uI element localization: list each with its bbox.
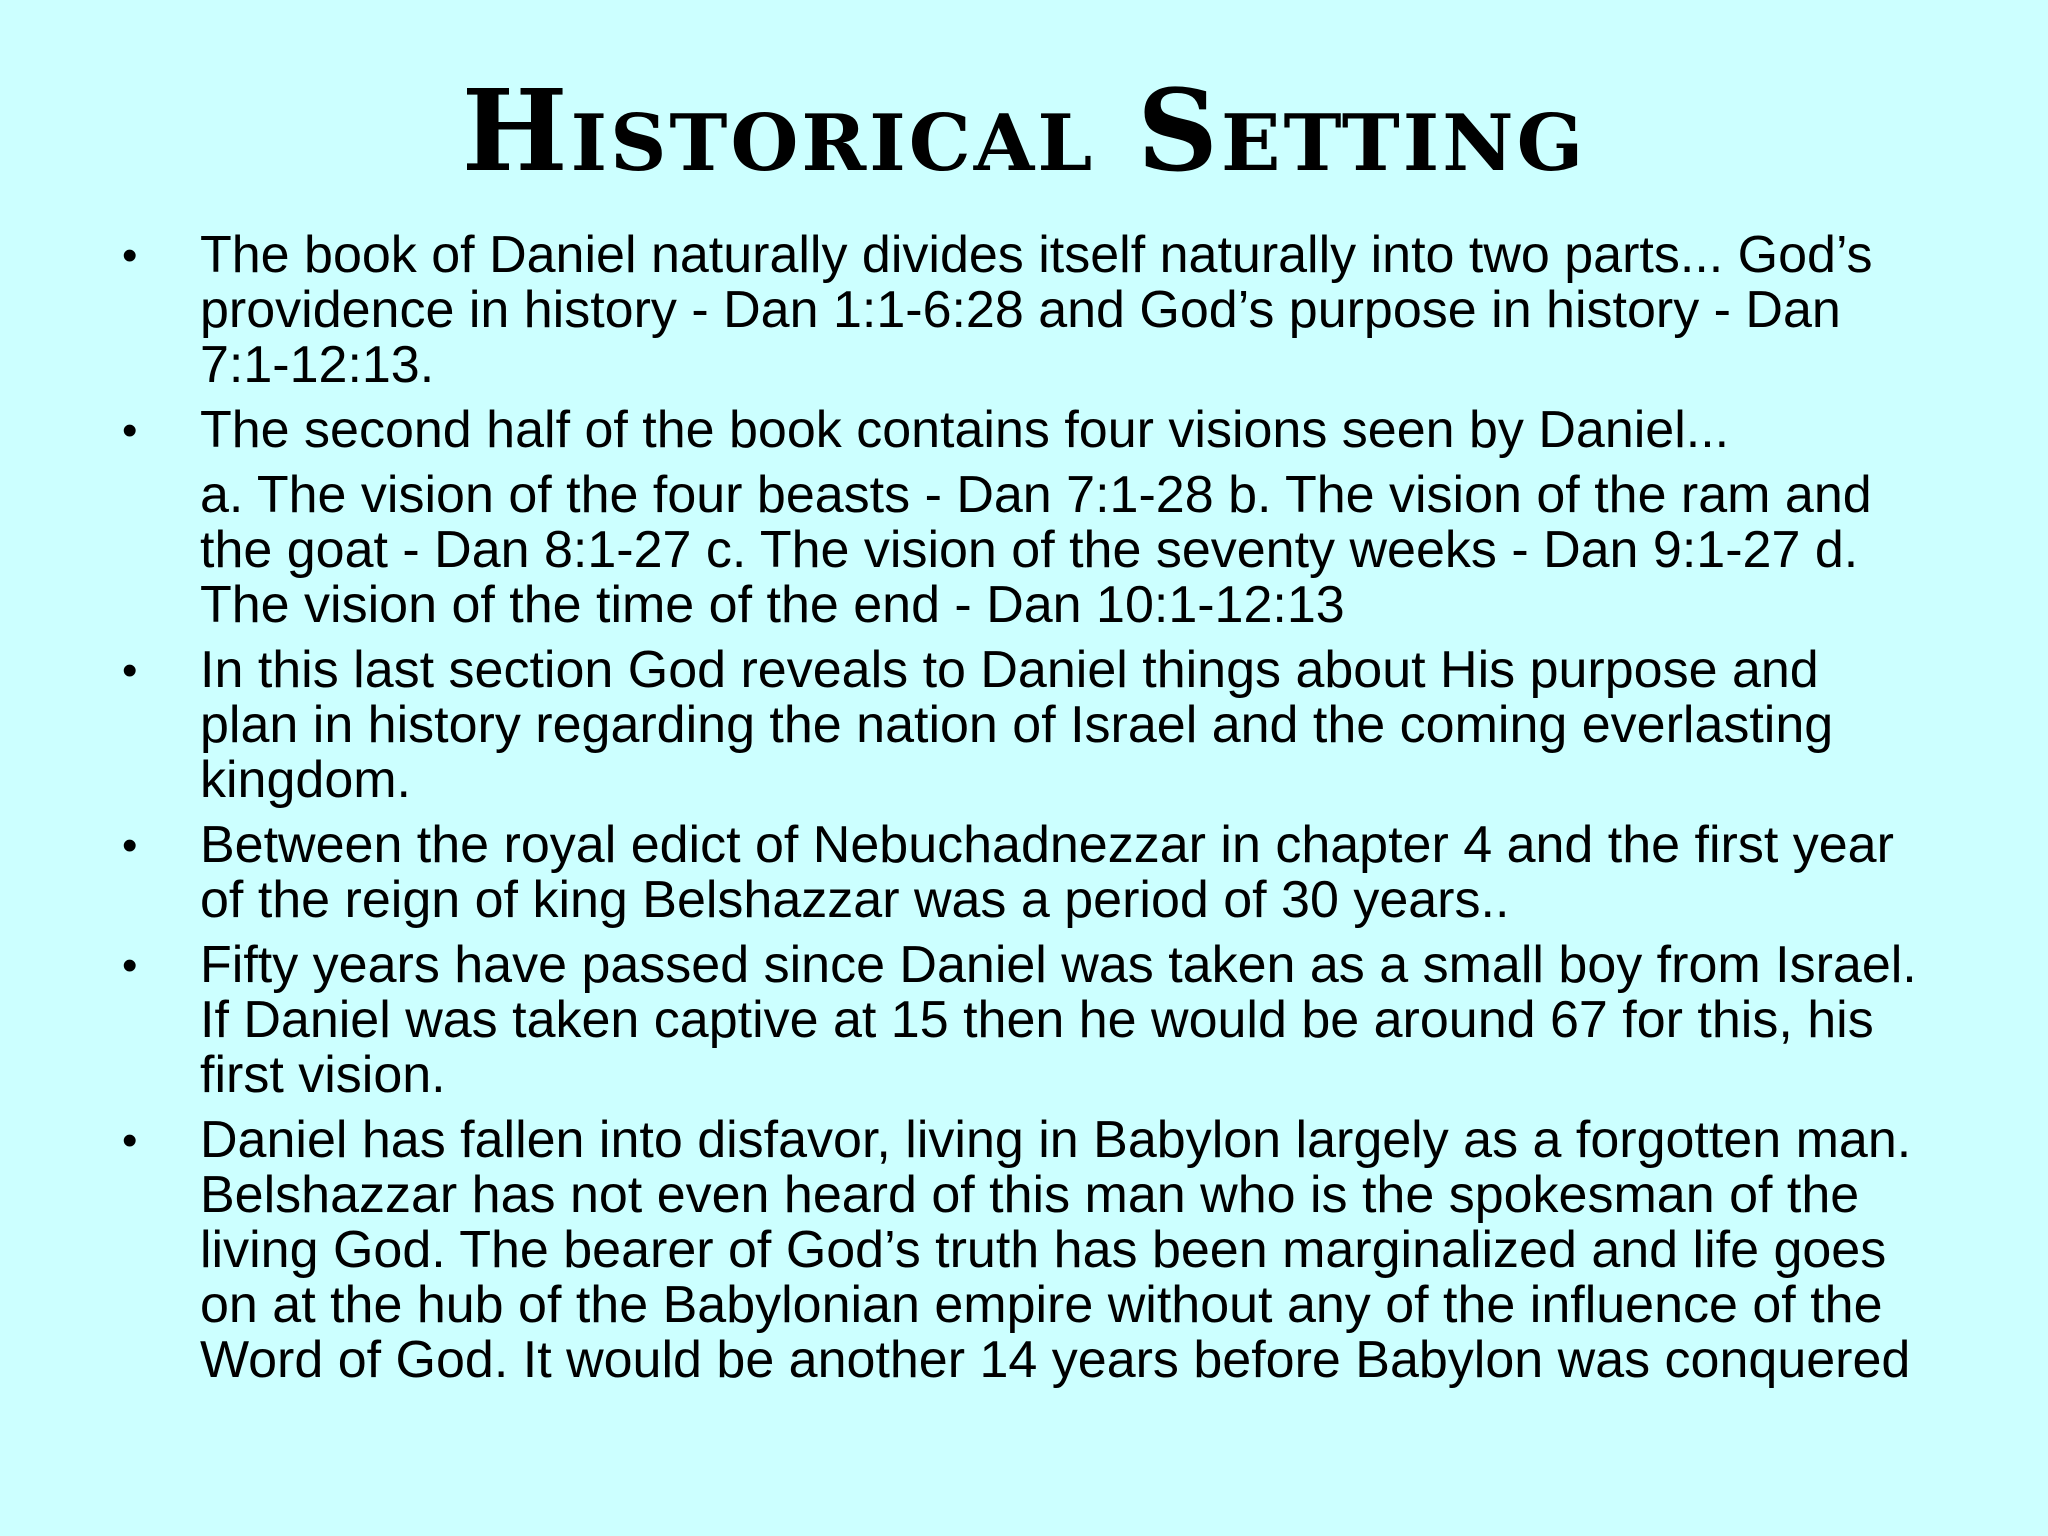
visions-paragraph: a. The vision of the four beasts - Dan 7:1-28 b. The vision of the ram and the goat - Dan 8:1-27 c. The vision of the seventy weeks - Dan 9:1-27 d. The vision of the time of the end - Dan 10:1-12:13 [200, 466, 1872, 634]
bullet-text: Fifty years have passed since Daniel was taken as a small boy from Israel. If Daniel was taken captive at 15 then he would be around 67 for this, his first vision. [200, 936, 1917, 1104]
bullet-marker: • [122, 821, 138, 870]
bullet-item [122, 1113, 1922, 1388]
bullet-item [122, 643, 1922, 808]
bullet-text: In this last section God reveals to Daniel things about His purpose and plan in history regarding the nation of Israel and the coming everlasting kingdom. [200, 641, 1834, 809]
bullet-marker: • [122, 941, 138, 990]
bullet-text: Daniel has fallen into disfavor, living in Babylon largely as a forgotten man. Belshazzar has not even heard of this man who is the spokesman of the living God. The bearer of God’s truth has been marginalized and life goes on at the hub of the Babylonian empire without any of the influence of the Word of God. It would be another 14 years before Babylon was conquered [200, 1111, 1912, 1389]
bullet-text: The second half of the book contains four visions seen by Daniel... [200, 401, 1730, 459]
bullet-marker: • [122, 1116, 138, 1165]
bullet-marker: • [122, 406, 138, 455]
bullet-item [122, 938, 1922, 1103]
bullet-text: Between the royal edict of Nebuchadnezzar in chapter 4 and the first year of the reign of king Belshazzar was a period of 30 years.. [200, 816, 1894, 929]
bullet-item [122, 228, 1922, 393]
bullet-item [122, 818, 1922, 928]
bullet-marker: • [122, 231, 138, 280]
bullet-marker: • [122, 646, 138, 695]
bullet-item [122, 403, 1922, 458]
bullet-text: The book of Daniel naturally divides itself naturally into two parts... God’s providence in history - Dan 1:1-6:28 and God’s purpose in history - Dan 7:1-12:13. [200, 226, 1873, 394]
slide-title: Historical Setting [461, 66, 1587, 197]
bullet-list [122, 228, 1922, 1398]
